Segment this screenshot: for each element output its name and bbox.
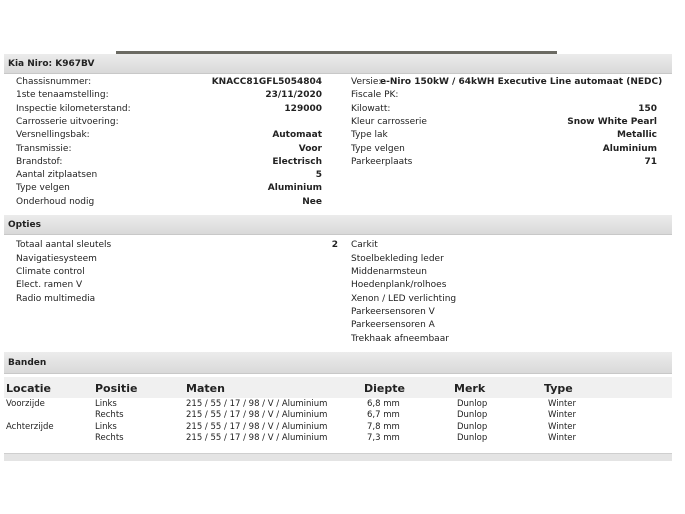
cell-locatie: Voorzijde: [6, 399, 45, 409]
vehicle-header: Kia Niro: K967BV: [4, 54, 672, 74]
option-item: Parkeersensoren V: [351, 307, 435, 317]
spec-value: Electrisch: [272, 157, 322, 167]
column-header-diepte: Diepte: [364, 382, 405, 395]
cell-positie: Rechts: [95, 410, 124, 420]
spec-label: Versnellingsbak:: [16, 130, 90, 140]
spec-label: Versie:: [351, 77, 382, 87]
spec-value: Aluminium: [602, 144, 657, 154]
option-item: Parkeersensoren A: [351, 320, 435, 330]
column-header-maten: Maten: [186, 382, 225, 395]
cell-maten: 215 / 55 / 17 / 98 / V / Aluminium: [186, 422, 328, 432]
option-item: Xenon / LED verlichting: [351, 294, 457, 304]
spec-value: KNACC81GFL5054804: [211, 77, 322, 87]
cell-diepte: 6,8 mm: [367, 399, 400, 409]
spec-label: Type lak: [351, 130, 388, 140]
cell-diepte: 6,7 mm: [367, 410, 400, 420]
spec-label: Aantal zitplaatsen: [16, 170, 98, 180]
spec-label: Transmissie:: [16, 144, 72, 154]
cell-maten: 215 / 55 / 17 / 98 / V / Aluminium: [186, 433, 328, 443]
spec-value: Voor: [298, 144, 322, 154]
cell-type: Winter: [548, 433, 577, 443]
spec-value: 150: [638, 104, 657, 114]
option-item: Trekhaak afneembaar: [351, 334, 449, 344]
cell-maten: 215 / 55 / 17 / 98 / V / Aluminium: [186, 410, 328, 420]
spec-value: Aluminium: [267, 183, 322, 193]
cell-merk: Dunlop: [457, 399, 488, 409]
spec-value: 129000: [284, 104, 322, 114]
option-label: Elect. ramen V: [16, 280, 83, 290]
spec-label: Kleur carrosserie: [351, 117, 427, 127]
spec-value: 5: [315, 170, 322, 180]
options-header: Opties: [4, 215, 672, 235]
spec-label: Kilowatt:: [351, 104, 391, 114]
option-item: Carkit: [351, 240, 378, 250]
option-label: Radio multimedia: [16, 294, 96, 304]
tyres-header: Banden: [4, 352, 672, 374]
spec-label: Parkeerplaats: [351, 157, 413, 167]
cell-maten: 215 / 55 / 17 / 98 / V / Aluminium: [186, 399, 328, 409]
cell-positie: Links: [95, 399, 117, 409]
spec-value: e-Niro 150kW / 64kWH Executive Line automaat (NEDC): [380, 77, 663, 87]
cell-positie: Links: [95, 422, 117, 432]
option-label: Totaal aantal sleutels: [16, 240, 112, 250]
column-header-type: Type: [544, 382, 573, 395]
column-header-locatie: Locatie: [6, 382, 51, 395]
spec-label: Onderhoud nodig: [16, 197, 95, 207]
cell-type: Winter: [548, 410, 577, 420]
cell-type: Winter: [548, 422, 577, 432]
cell-merk: Dunlop: [457, 422, 488, 432]
option-label: Climate control: [16, 267, 85, 277]
spec-value: Nee: [302, 197, 322, 207]
spec-value: Automaat: [272, 130, 322, 140]
spec-value: 23/11/2020: [265, 90, 322, 100]
option-item: Hoedenplank/rolhoes: [351, 280, 447, 290]
spec-label: Carrosserie uitvoering:: [16, 117, 119, 127]
cell-diepte: 7,3 mm: [367, 433, 400, 443]
spec-label: Inspectie kilometerstand:: [16, 104, 131, 114]
spec-label: Brandstof:: [16, 157, 63, 167]
column-header-merk: Merk: [454, 382, 486, 395]
spec-value: Metallic: [616, 130, 657, 140]
spec-label: Type velgen: [351, 144, 405, 154]
footer-bar: [4, 453, 672, 461]
option-item: Stoelbekleding leder: [351, 254, 444, 264]
spec-value: Snow White Pearl: [567, 117, 657, 127]
cell-type: Winter: [548, 399, 577, 409]
spec-label: Fiscale PK:: [351, 90, 399, 100]
option-label: Navigatiesysteem: [16, 254, 97, 264]
option-value: 2: [331, 240, 338, 250]
spec-label: 1ste tenaamstelling:: [16, 90, 109, 100]
cell-positie: Rechts: [95, 433, 124, 443]
spec-value: 71: [644, 157, 657, 167]
cell-merk: Dunlop: [457, 433, 488, 443]
cell-diepte: 7,8 mm: [367, 422, 400, 432]
spec-label: Chassisnummer:: [16, 77, 92, 87]
option-item: Middenarmsteun: [351, 267, 427, 277]
spec-label: Type velgen: [16, 183, 70, 193]
column-header-positie: Positie: [95, 382, 138, 395]
cell-locatie: Achterzijde: [6, 422, 54, 432]
cell-merk: Dunlop: [457, 410, 488, 420]
